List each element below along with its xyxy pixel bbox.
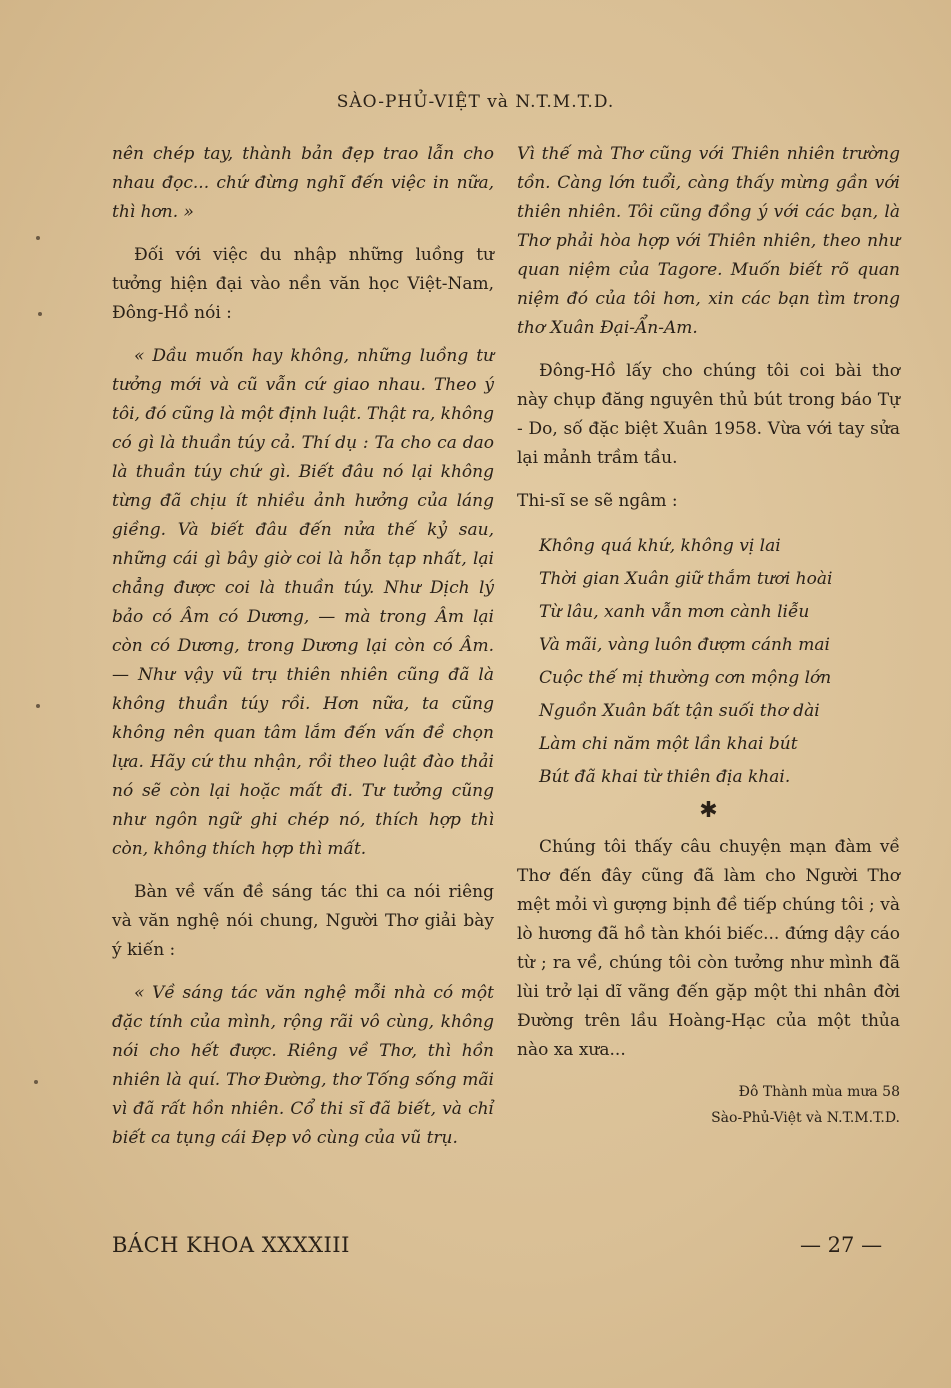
paragraph: Đông-Hồ lấy cho chúng tôi coi bài thơ này chụp đăng nguyên thủ bút trong báo Tự - Do, số đặc biệt Xuân 1958. Vừa với tay sửa lại mảnh trầm tầu. — [517, 361, 900, 468]
signature-place: Đô Thành mùa mưa 58 — [738, 1084, 900, 1100]
binding-hole-mark — [34, 1080, 38, 1084]
poem — [539, 530, 900, 794]
magazine-footer: BÁCH KHOA XXXXIII — [112, 1233, 350, 1257]
paragraph: Đối với việc du nhập những luồng tư tưởng hiện đại vào nền văn học Việt-Nam, Đông-Hồ nói : — [112, 245, 494, 323]
left-column — [112, 140, 494, 1167]
binding-hole-mark — [36, 236, 40, 240]
poem-line: Và mãi, vàng luôn đượm cánh mai — [539, 635, 830, 655]
running-header: SÀO-PHỦ-VIỆT và N.T.M.T.D. — [336, 92, 615, 112]
poem-line: Từ lâu, xanh vẫn mơn cành liễu — [539, 602, 810, 622]
quote-paragraph: « Về sáng tác văn nghệ mỗi nhà có một đặc tính của mình, rộng rãi vô cùng, không nói cho hết được. Riêng về Thơ, thì hồn nhiên là quí. Thơ Đường, thơ Tống sống mãi vì đã rất hồn nhiên. Cổ thi sĩ đã biết, và chỉ biết ca tụng cái Đẹp vô cùng của vũ trụ. — [112, 983, 494, 1148]
poem-line: Thời gian Xuân giữ thắm tươi hoài — [539, 569, 833, 589]
poem-line: Nguồn Xuân bất tận suối thơ dài — [539, 701, 820, 721]
signature-authors: Sào-Phủ-Việt và N.T.M.T.D. — [711, 1110, 900, 1126]
poem-line: Không quá khứ, không vị lai — [539, 536, 781, 556]
right-column — [517, 140, 900, 1131]
poem-line: Làm chi năm một lần khai bút — [539, 734, 798, 754]
binding-hole-mark — [36, 704, 40, 708]
separator-star: ✱ — [699, 798, 718, 823]
paragraph: Chúng tôi thấy câu chuyện mạn đàm về Thơ đến đây cũng đã làm cho Người Thơ mệt mỏi vì gượng bịnh đề tiếp chúng tôi ; và lò hương đã hồ tàn khói biếc... đứng dậy cáo từ ; ra về, chúng tôi còn tưởng như mình đã lùi trở lại dĩ vãng đến gặp một thi nhân đời Đường trên lầu Hoàng-Hạc của một thủa nào xa xưa... — [517, 837, 900, 1060]
quote-paragraph: « Dầu muốn hay không, những luồng tư tưởng mới và cũ vẫn cứ giao nhau. Theo ý tôi, đó cũng là một định luật. Thật ra, không có gì là thuần túy cả. Thí dụ : Ta cho ca dao là thuần túy chứ gì. Biết đâu nó lại không từng đã chịu ít nhiều ảnh hưởng của láng giềng. Và biết đâu đến nửa thế kỷ sau, những cái gì bây giờ coi là hỗn tạp nhất, lại chẳng được coi là thuần túy. Như Dịch lý bảo có Âm có Dương, — mà trong Âm lại còn có Dương, trong Dương lại còn có Âm. — Như vậy vũ trụ thiên nhiên cũng đã là không thuần túy rồi. Hơn nữa, ta cũng không nên quan tâm lắm đến vấn đề chọn lựa. Hãy cứ thu nhận, rồi theo luật đào thải nó sẽ còn lại hoặc mất đi. Tư tưởng cũng như ngôn ngữ ghi chép nó, thích hợp thì còn, không thích hợp thì mất. — [112, 346, 494, 859]
paragraph: Thi-sĩ se sẽ ngâm : — [517, 491, 678, 511]
paragraph: nên chép tay, thành bản đẹp trao lẫn cho nhau đọc... chứ đừng nghĩ đến việc in nữa, thì hơn. » — [112, 144, 494, 222]
quote-paragraph: Vì thế mà Thơ cũng với Thiên nhiên trường tồn. Càng lớn tuổi, càng thấy mừng gần với thiên nhiên. Tôi cũng đồng ý với các bạn, là Thơ phải hòa hợp với Thiên nhiên, theo như quan niệm của Tagore. Muốn biết rõ quan niệm đó của tôi hơn, xin các bạn tìm trong thơ Xuân Đại-Ẩn-Am. — [517, 144, 900, 338]
paragraph: Bàn về vấn đề sáng tác thi ca nói riêng và văn nghệ nói chung, Người Thơ giải bày ý kiến : — [112, 882, 494, 960]
page-number: — 27 — — [800, 1233, 883, 1257]
binding-hole-mark — [38, 312, 42, 316]
poem-line: Cuộc thế mị thường cơn mộng lớn — [539, 668, 832, 688]
poem-line: Bút đã khai từ thiên địa khai. — [539, 767, 791, 787]
